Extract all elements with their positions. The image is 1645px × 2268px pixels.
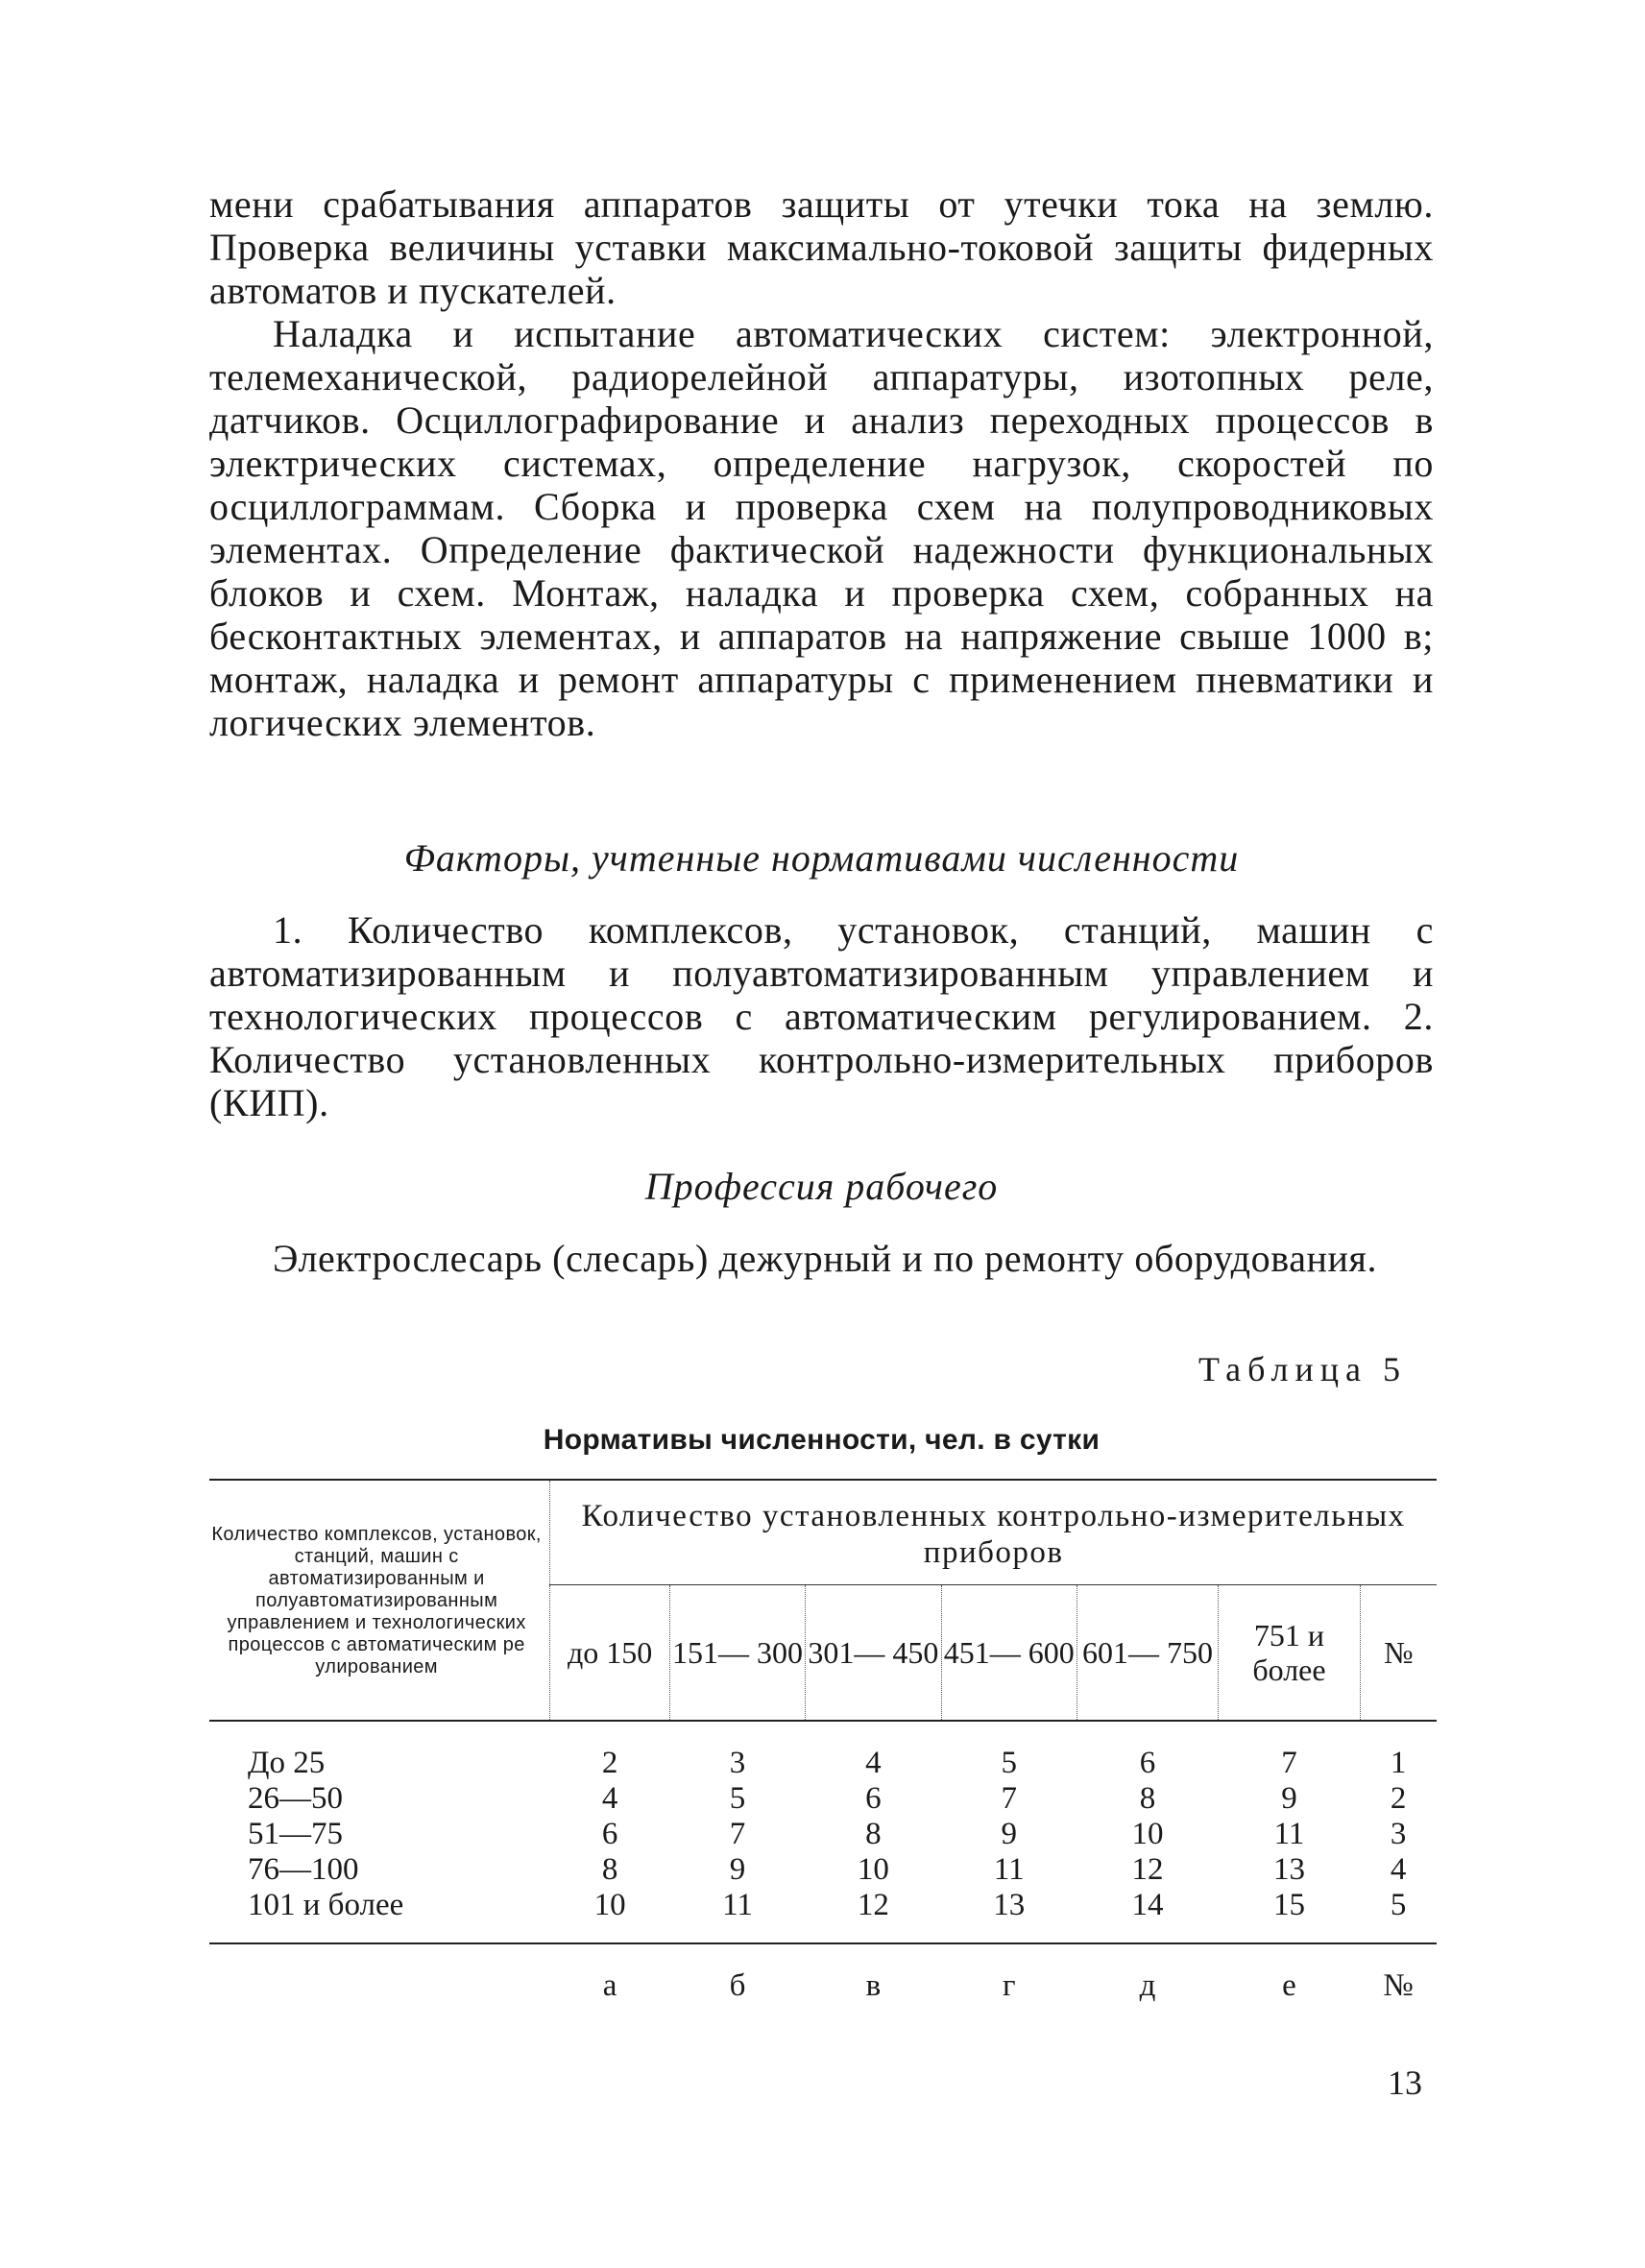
group-header: Количество установленных контрольно-измерительных приборов [550, 1480, 1437, 1585]
table-cell: 3 [729, 1746, 746, 1780]
table-cell: 4 [601, 1781, 618, 1816]
column-header: до 150 [550, 1585, 670, 1722]
table-cell: 15 [1219, 1888, 1361, 1943]
footer-cell: № [1383, 1967, 1414, 2003]
page-number: 13 [1388, 2063, 1422, 2102]
footer-cell: а [602, 1967, 617, 2003]
table-cell: 4 [865, 1746, 882, 1780]
table-label: Таблица 5 [1198, 1350, 1407, 1388]
column-header: 151— 300 [669, 1585, 805, 1722]
table-cell: 8 [1139, 1781, 1156, 1816]
table-cell: 7 [1281, 1746, 1297, 1780]
table-cell: 13 [1272, 1852, 1305, 1887]
table-cell: 7 [729, 1817, 746, 1851]
heading-factors: Факторы, учтенные нормативами численности [403, 836, 1240, 880]
table-cell: 5 [1360, 1888, 1437, 1943]
row-label: 101 и более [209, 1888, 550, 1943]
table-cell: 6 [1139, 1746, 1156, 1780]
norms-table-wrapper [209, 1479, 1437, 2008]
table-cell: 10 [1131, 1817, 1164, 1851]
table-body [209, 1721, 1437, 1943]
column-header: 451— 600 [941, 1585, 1077, 1722]
paragraph-adjustment: Наладка и испытание автоматических систем: электронной, телемеханической, радиорелейной аппаратуры, изотопных реле, датчиков. Осциллографирование и анализ переходных процессов в электрических системах, определение нагрузок, скоростей по осциллограммам. Сборка и проверка схем на полупроводниковых элементах. Определение фактической надежности функциональных блоков и схем. Монтаж, наладка и проверка схем, собранных на бесконтактных элементах, и аппаратов на напряжение свыше 1000 в; монтаж, наладка и ремонт аппаратуры с применением пневматики и логических элементов. [209, 312, 1434, 744]
table-cell: 11 [669, 1888, 805, 1943]
footer-cell: в [865, 1967, 882, 2003]
table-row [209, 1817, 1437, 1852]
row-label: 76—100 [248, 1852, 359, 1887]
table-cell: 14 [1077, 1888, 1218, 1943]
table-cell: 11 [993, 1852, 1025, 1887]
table-cell: 9 [1001, 1817, 1017, 1851]
footer-cell: г [1002, 1967, 1016, 2003]
table-cell: 12 [1131, 1852, 1164, 1887]
table-cell: 3 [1390, 1817, 1407, 1851]
table-cell: 4 [1390, 1852, 1407, 1887]
table-cell: 2 [1390, 1781, 1407, 1816]
table-footer-row [209, 1943, 1437, 2008]
footer-cell: б [729, 1967, 746, 2003]
table-cell: 10 [550, 1888, 670, 1943]
factors-text: 1. Количество комплексов, установок, станций, машин с автоматизированным и полуавтоматизированным управлением и технологических процессов с автоматическим регулированием. 2. Количество установленных контрольно-измерительных приборов (КИП). [209, 908, 1434, 1124]
profession-text: Электрослесарь (слесарь) дежурный и по ремонту оборудования. [273, 1237, 1378, 1280]
factors-block [209, 908, 1434, 1124]
column-header: 301— 450 [806, 1585, 941, 1722]
footer-cell: д [1139, 1967, 1156, 2003]
table-cell: 12 [806, 1888, 941, 1943]
table-cell: 10 [857, 1852, 889, 1887]
table-row [209, 1781, 1437, 1817]
row-label: До 25 [248, 1746, 326, 1780]
table-cell: 9 [729, 1852, 746, 1887]
column-header: 751 и более [1219, 1585, 1361, 1722]
paragraph-continuation: мени срабатывания аппаратов защиты от утечки тока на землю. Проверка величины уставки максимально-токовой защиты фидерных автоматов и пускателей. [209, 182, 1434, 312]
table-row [209, 1888, 1437, 1943]
row-label: 26—50 [248, 1781, 343, 1816]
table-cell: 6 [865, 1781, 882, 1816]
heading-profession: Профессия рабочего [644, 1165, 999, 1208]
table-cell: 9 [1281, 1781, 1297, 1816]
body-text-top [209, 182, 1434, 744]
table-cell: 11 [1273, 1817, 1305, 1851]
table-cell: 6 [601, 1817, 618, 1851]
table-cell: 1 [1390, 1746, 1407, 1780]
table-row [209, 1721, 1437, 1781]
table-cell: 8 [865, 1817, 882, 1851]
table-cell: 8 [601, 1852, 618, 1887]
table-cell: 13 [941, 1888, 1077, 1943]
table-cell: 7 [1001, 1781, 1017, 1816]
table-cell: 2 [601, 1746, 618, 1780]
table-cell: 5 [1001, 1746, 1017, 1780]
row-label: 51—75 [248, 1817, 343, 1851]
norms-table [209, 1479, 1437, 2008]
row-header: Количество комплексов, установок, станций, машин с автоматизированным и полуавтоматизированным управлением и технологических процессов с автоматическим ре улированием [209, 1480, 550, 1721]
table-title: Нормативы численности, чел. в сутки [543, 1424, 1101, 1456]
profession-block [209, 1237, 1434, 1280]
table-cell: 5 [729, 1781, 746, 1816]
column-header: 601— 750 [1077, 1585, 1218, 1722]
column-header-number: № [1360, 1585, 1437, 1722]
table-row [209, 1852, 1437, 1888]
footer-cell: е [1282, 1967, 1296, 2003]
